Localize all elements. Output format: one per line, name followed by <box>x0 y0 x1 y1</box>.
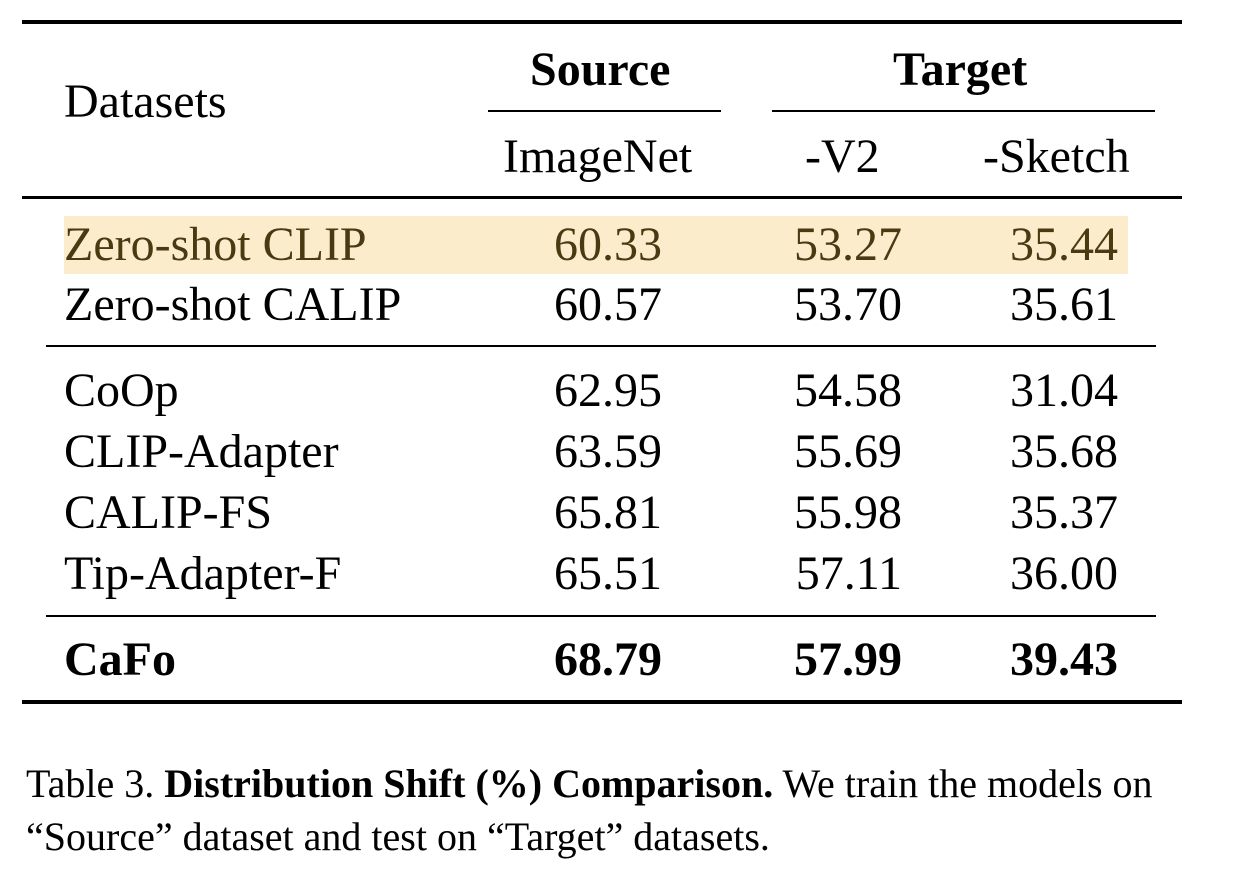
row-method: Zero-shot CLIP <box>64 218 367 271</box>
row-value-v2: 55.69 <box>794 425 902 478</box>
table-top-rule <box>22 20 1182 24</box>
caption-label: Table 3. <box>26 761 155 806</box>
row-value-v2: 53.70 <box>794 278 902 331</box>
target-underline <box>772 110 1155 112</box>
row-value-imagenet: 62.95 <box>554 364 662 417</box>
header-col-imagenet: ImageNet <box>503 130 693 183</box>
row-value-v2: 55.98 <box>794 486 902 539</box>
row-value-v2: 54.58 <box>794 364 902 417</box>
header-col-sketch: -Sketch <box>983 130 1130 183</box>
row-value-imagenet: 63.59 <box>554 425 662 478</box>
row-method: CLIP-Adapter <box>64 425 339 478</box>
row-method: CoOp <box>64 364 179 417</box>
header-target: Target <box>893 43 1028 96</box>
header-datasets: Datasets <box>64 75 227 128</box>
table-caption <box>26 757 1236 863</box>
row-value-sketch: 35.68 <box>1010 425 1118 478</box>
row-value-sketch: 35.37 <box>1010 486 1118 539</box>
row-method: Tip-Adapter-F <box>64 547 342 600</box>
row-method: CALIP-FS <box>64 486 273 539</box>
row-value-sketch: 36.00 <box>1010 547 1118 600</box>
source-underline <box>488 110 721 112</box>
row-value-sketch: 35.61 <box>1010 278 1118 331</box>
row-value-v2: 57.11 <box>795 547 902 600</box>
row-value-v2: 53.27 <box>794 218 902 271</box>
row-value-sketch: 31.04 <box>1010 364 1118 417</box>
header-source: Source <box>530 43 671 96</box>
row-value-imagenet: 60.57 <box>554 278 662 331</box>
table-bottom-rule <box>22 700 1182 704</box>
row-value-imagenet: 60.33 <box>554 218 662 271</box>
row-method: CaFo <box>64 633 176 686</box>
caption-text: We train the models on “Source” dataset and test on “Target” datasets. <box>26 761 1153 859</box>
row-value-v2: 57.99 <box>794 633 902 686</box>
row-value-imagenet: 65.81 <box>554 486 662 539</box>
row-value-sketch: 39.43 <box>1010 633 1118 686</box>
header-col-v2: -V2 <box>805 130 880 183</box>
row-value-sketch: 35.44 <box>1010 218 1118 271</box>
header-bottom-rule <box>22 196 1182 199</box>
row-method: Zero-shot CALIP <box>64 278 402 331</box>
group-divider <box>46 615 1156 617</box>
caption-title: Distribution Shift (%) Comparison. <box>164 761 774 806</box>
row-value-imagenet: 68.79 <box>554 633 662 686</box>
row-value-imagenet: 65.51 <box>554 547 662 600</box>
group-divider <box>46 345 1156 347</box>
